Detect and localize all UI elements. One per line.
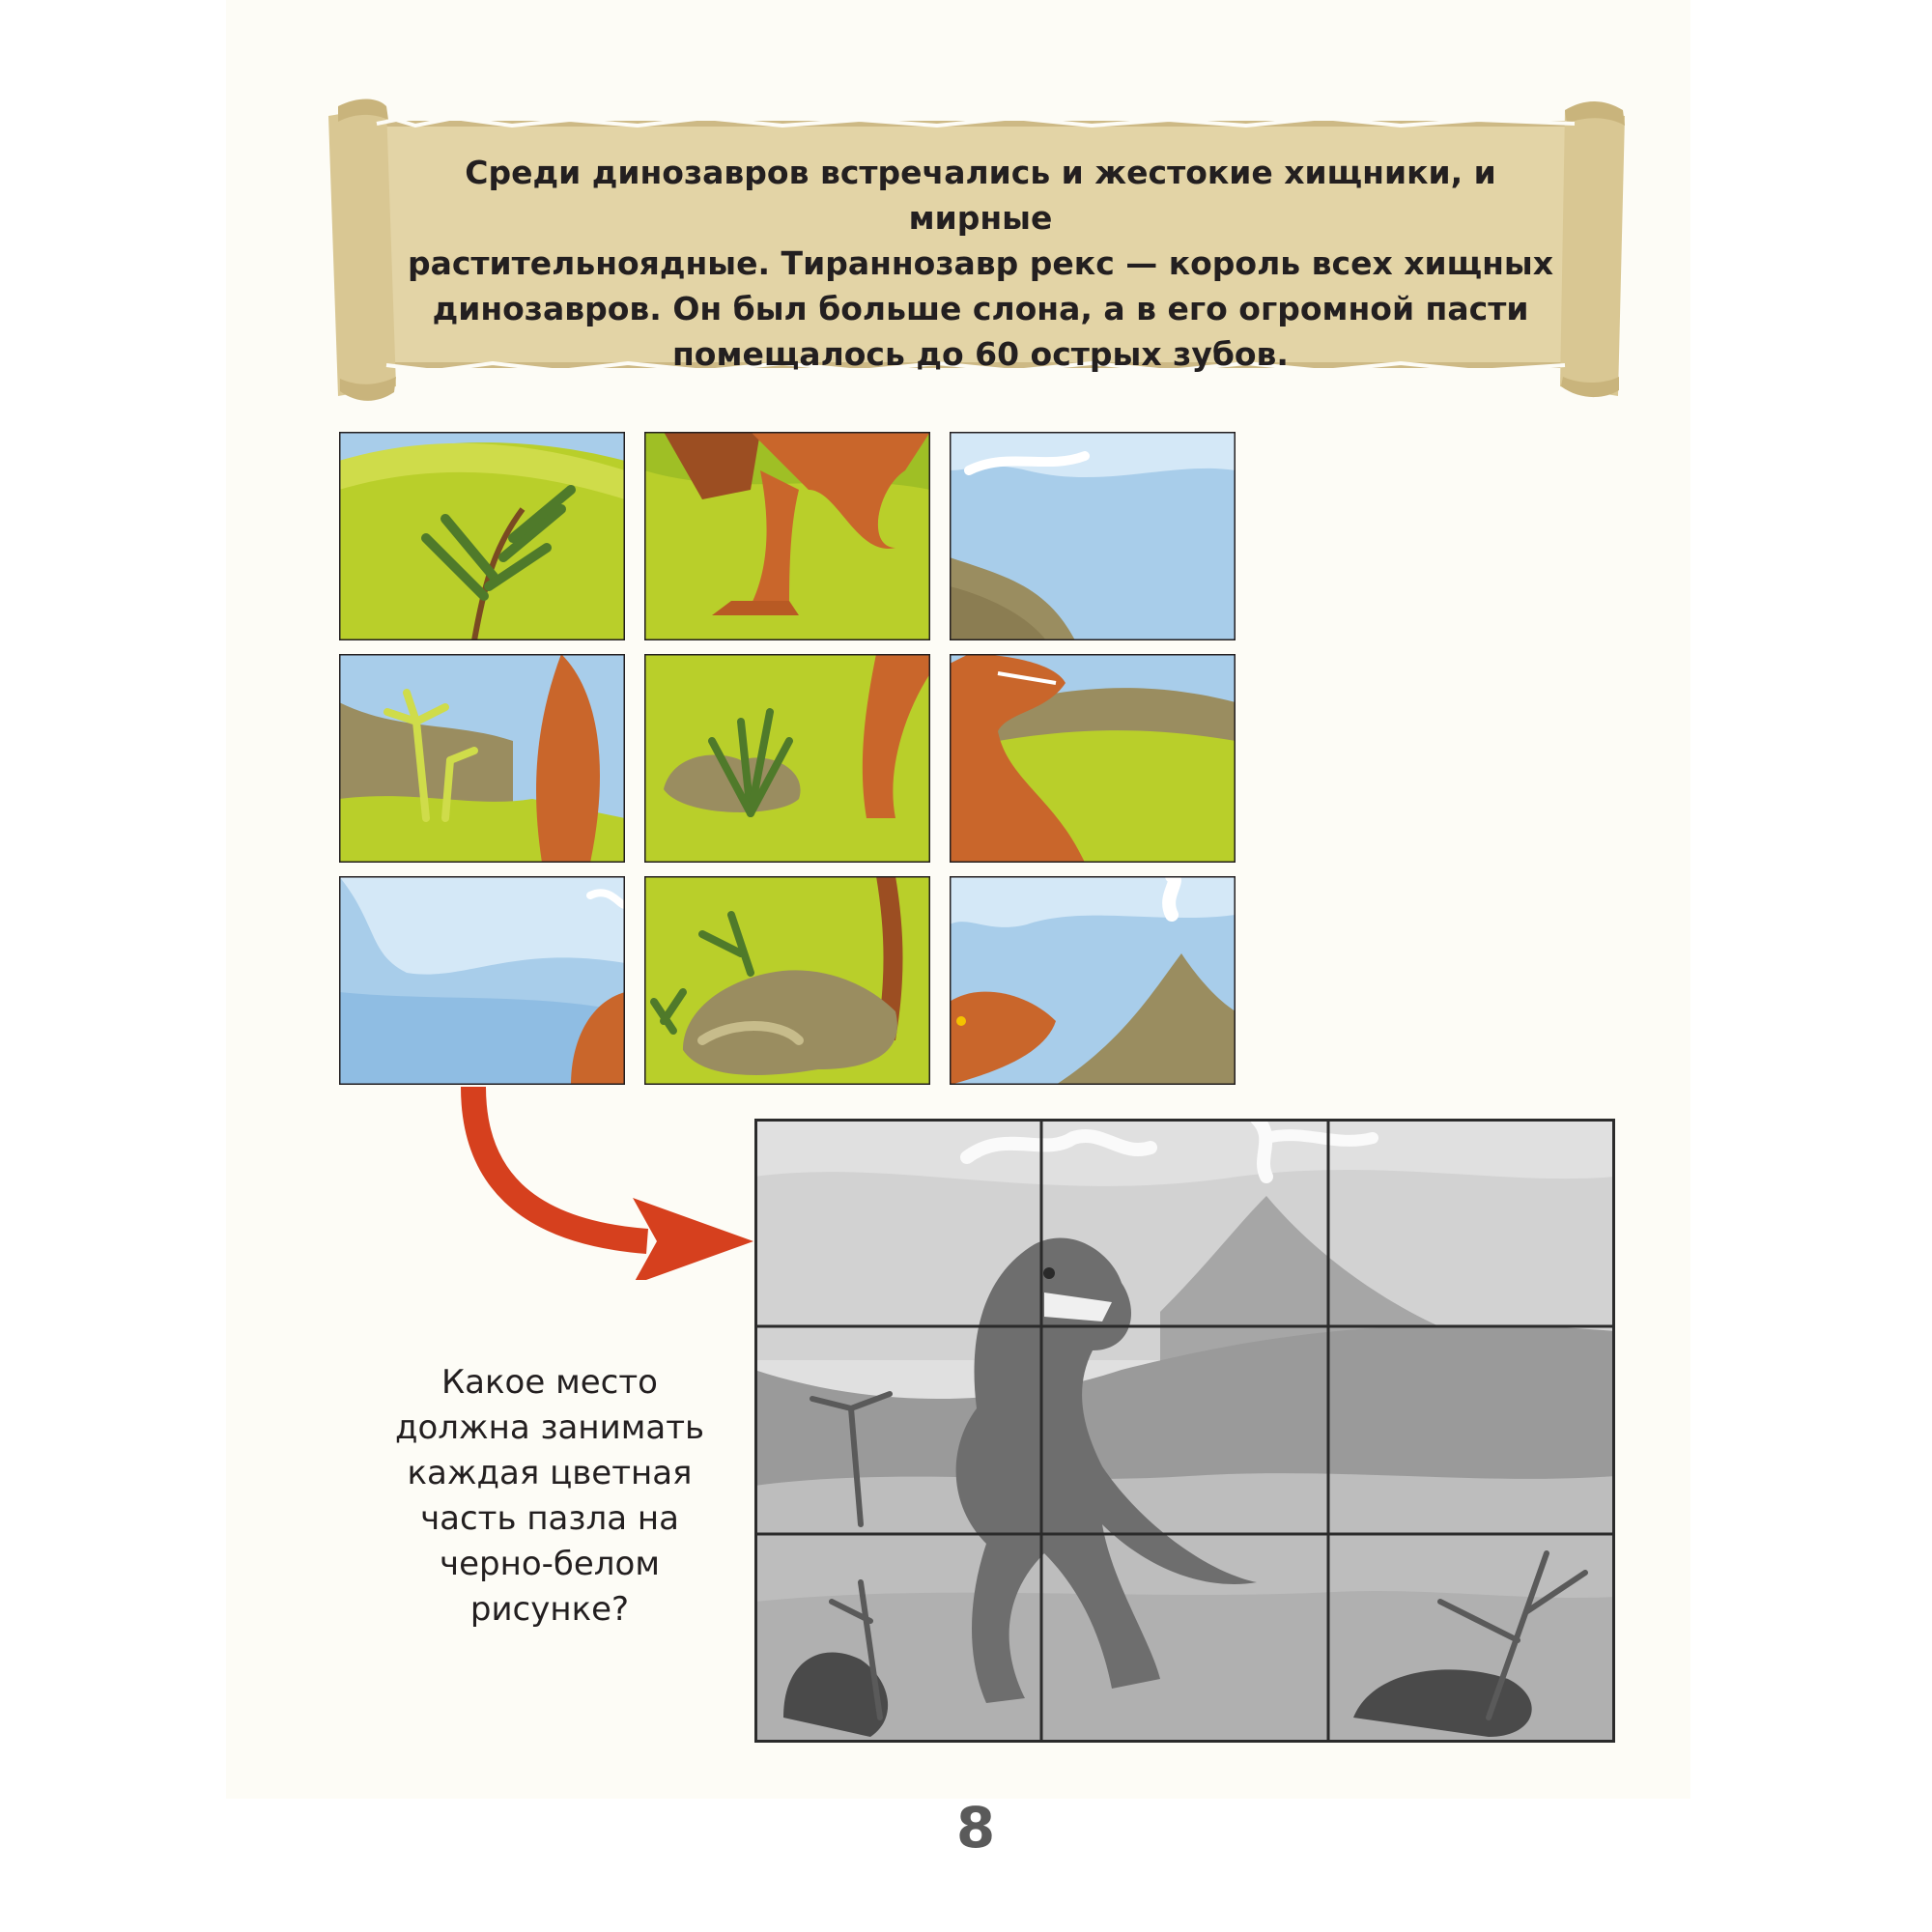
question-line: рисунке? xyxy=(469,1590,630,1629)
question-line: должна занимать xyxy=(394,1408,705,1447)
puzzle-tile-5[interactable] xyxy=(644,654,930,863)
question-line: черно-белом xyxy=(440,1545,660,1583)
question-line: Какое место xyxy=(441,1363,658,1402)
intro-line: помещалось до 60 острых зубов. xyxy=(672,335,1289,373)
puzzle-tile-1[interactable] xyxy=(339,432,625,640)
intro-line: динозавров. Он был больше слона, а в его огромной пасти xyxy=(432,290,1529,327)
puzzle-tile-image xyxy=(950,876,1236,1085)
intro-line: растительноядные. Тираннозавр рекс — король всех хищных xyxy=(407,244,1554,282)
puzzle-tile-3[interactable] xyxy=(950,432,1236,640)
grayscale-puzzle-picture xyxy=(754,1119,1615,1743)
puzzle-tile-image xyxy=(339,432,625,640)
intro-line: Среди динозавров встречались и жестокие хищники, и мирные xyxy=(465,154,1496,237)
puzzle-tile-image xyxy=(950,654,1236,863)
puzzle-tile-image xyxy=(644,432,930,640)
puzzle-tile-6[interactable] xyxy=(950,654,1236,863)
grayscale-scene xyxy=(754,1119,1615,1743)
puzzle-tile-image xyxy=(644,654,930,863)
puzzle-tile-9[interactable] xyxy=(950,876,1236,1085)
puzzle-tile-8[interactable] xyxy=(644,876,930,1085)
question-line: часть пазла на xyxy=(420,1499,679,1538)
curved-red-arrow-icon xyxy=(454,1087,763,1280)
question-line: каждая цветная xyxy=(407,1454,693,1492)
page-number: 8 xyxy=(955,1795,996,1861)
puzzle-tile-image xyxy=(339,654,625,863)
puzzle-tile-7[interactable] xyxy=(339,876,625,1085)
puzzle-tile-image xyxy=(644,876,930,1085)
question-text xyxy=(371,1360,728,1633)
puzzle-tile-4[interactable] xyxy=(339,654,625,863)
puzzle-tile-image xyxy=(339,876,625,1085)
puzzle-tile-image xyxy=(950,432,1236,640)
puzzle-tile-2[interactable] xyxy=(644,432,930,640)
intro-text xyxy=(406,150,1555,377)
